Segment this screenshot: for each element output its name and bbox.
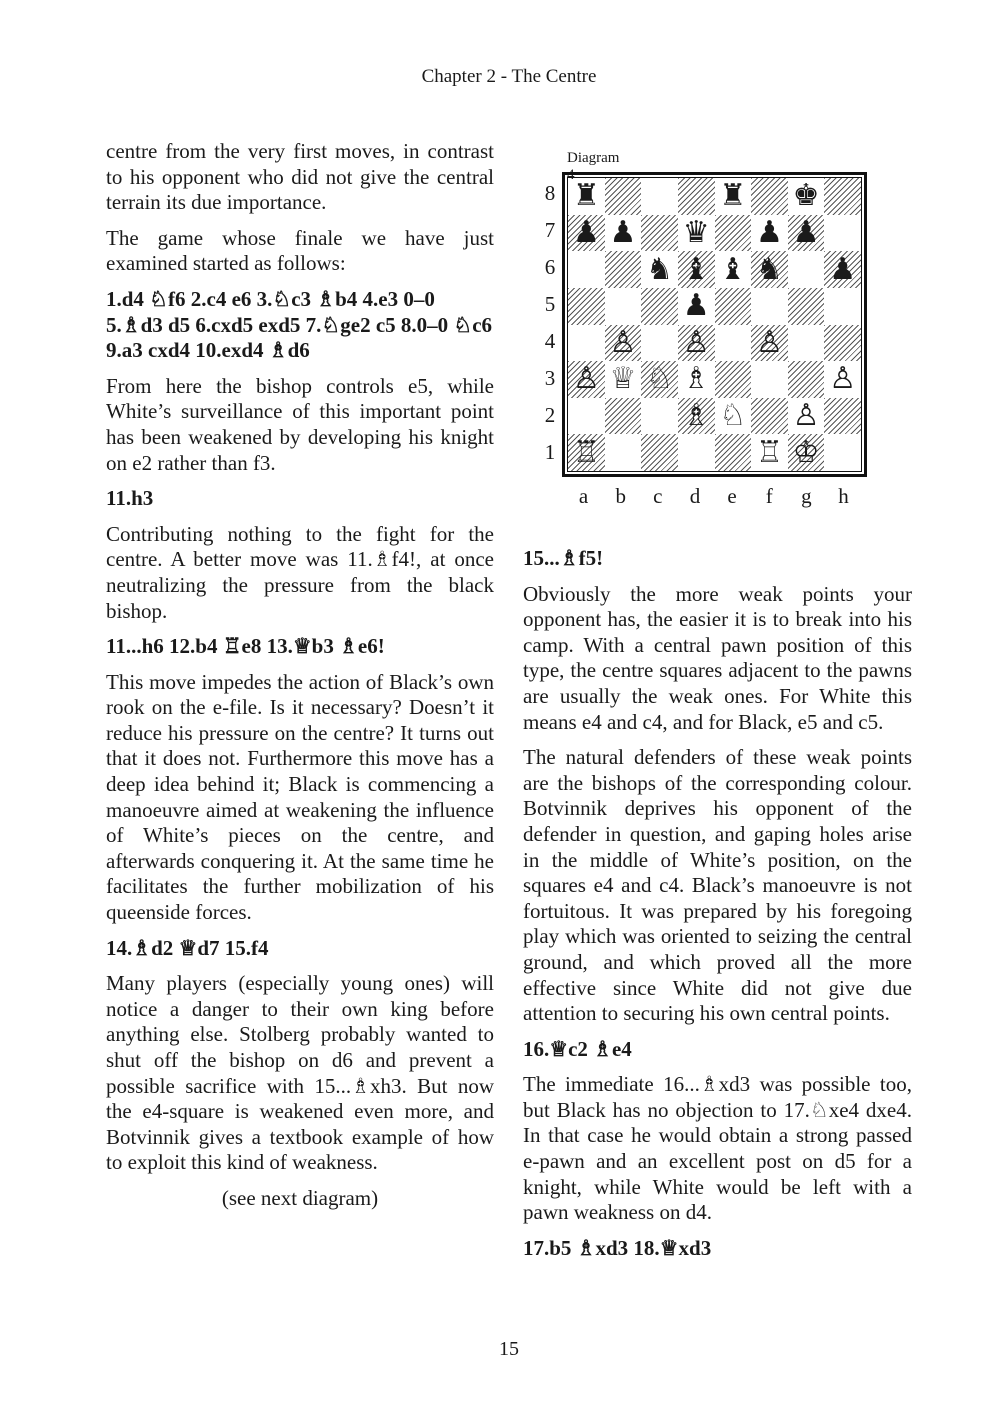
board-square-h7: [824, 215, 861, 252]
board-square-f6: [751, 251, 788, 288]
board-square-h4: [824, 325, 861, 362]
rank-label: 3: [544, 365, 556, 390]
board-square-c5: [641, 288, 678, 325]
chess-piece: ♖: [572, 434, 600, 470]
rank-label: 7: [544, 218, 556, 243]
board-square-b6: [605, 251, 642, 288]
move-heading: 17.b5 ♗xd3 18.♕xd3: [523, 1235, 712, 1260]
move-heading: 15...♗f5!: [523, 546, 604, 570]
board-square-c4: [641, 325, 678, 362]
board-square-e1: [715, 434, 752, 471]
paragraph: The natural defenders of these weak points are the bishops of the corresponding colour. Botvinnik deprives his opponent of the defender in question, and gaping holes arise in the middle of White’s position, on the squares e4 and c4. Black’s manoeuvre is not fortuitous. It was prepared by his foregoing play which was oriented to seizing the central ground, and which proved all the more effective since White did not give due attention to securing his own central points.: [523, 745, 912, 1026]
board-frame: [562, 172, 867, 477]
board-square-e8: [715, 178, 752, 215]
board-square-a1: [568, 434, 605, 471]
board-square-e6: [715, 251, 752, 288]
chess-piece: ♙: [682, 324, 710, 360]
chess-piece: ♖: [755, 434, 783, 470]
board-square-h1: [824, 434, 861, 471]
board-square-f3: [751, 361, 788, 398]
board-square-f7: [751, 215, 788, 252]
board-square-h3: [824, 361, 861, 398]
file-label: h: [838, 484, 849, 508]
chess-piece: ♟: [792, 214, 820, 250]
paragraph: From here the bishop controls e5, while White’s surveillance of this important point has been weakened by developing his knight on e2 rather than f3.: [106, 373, 494, 475]
rank-label: 5: [544, 292, 556, 317]
board-square-c1: [641, 434, 678, 471]
move-heading: 11.h3: [106, 486, 154, 511]
board-square-d4: [678, 325, 715, 362]
chess-piece: ♙: [792, 398, 820, 434]
chess-piece: ♞: [646, 251, 674, 287]
board-square-h2: [824, 398, 861, 435]
move-heading: 11...h6 12.b4 ♖e8 13.♕b3 ♗e6!: [106, 634, 385, 659]
chess-piece: ♘: [646, 361, 674, 397]
board-square-d3: [678, 361, 715, 398]
board-square-a2: [568, 398, 605, 435]
board-square-g4: [788, 325, 825, 362]
board-square-a3: [568, 361, 605, 398]
board-square-e5: [715, 288, 752, 325]
chess-piece: ♚: [792, 178, 820, 214]
board-square-b1: [605, 434, 642, 471]
chess-piece: ♔: [792, 434, 820, 470]
file-label: b: [615, 484, 626, 508]
board-square-a6: [568, 251, 605, 288]
board-square-g2: [788, 398, 825, 435]
paragraph: The game whose finale we have just examined started as follows:: [106, 225, 494, 276]
file-label: f: [765, 484, 773, 508]
board-square-e2: [715, 398, 752, 435]
board-square-g5: [788, 288, 825, 325]
running-header: Chapter 2 - The Centre: [421, 66, 597, 87]
board-square-a8: [568, 178, 605, 215]
board-square-b2: [605, 398, 642, 435]
diagram-label: Diagram 4: [567, 150, 620, 183]
board-square-b8: [605, 178, 642, 215]
file-label: a: [578, 484, 589, 508]
board-square-b4: [605, 325, 642, 362]
board-square-b3: [605, 361, 642, 398]
board-square-f4: [751, 325, 788, 362]
board-square-d6: [678, 251, 715, 288]
chess-piece: ♞: [755, 251, 783, 287]
chess-piece: ♟: [572, 214, 600, 250]
paragraph: (see next diagram): [221, 1185, 379, 1210]
chess-piece: ♟: [829, 251, 857, 287]
board-square-a7: [568, 215, 605, 252]
chess-piece: ♟: [755, 214, 783, 250]
chess-piece: ♜: [572, 178, 600, 214]
board-square-d5: [678, 288, 715, 325]
board-square-d1: [678, 434, 715, 471]
rank-label: 4: [544, 328, 556, 353]
board-square-g1: [788, 434, 825, 471]
paragraph: The immediate 16...♗xd3 was possible too, but Black has no objection to 17.♘xe4 dxe4. In that case he would obtain a strong passed e-pawn and an excellent post on d5 for a knight, while White would be left with a pawn weakness on d4.: [523, 1072, 912, 1225]
chess-piece: ♝: [682, 251, 710, 287]
rank-label: 6: [544, 255, 556, 280]
board-square-f1: [751, 434, 788, 471]
chess-piece: ♘: [719, 398, 747, 434]
move-heading: 16.♕c2 ♗e4: [523, 1036, 632, 1061]
board-square-h6: [824, 251, 861, 288]
paragraph: Contributing nothing to the fight for the centre. A better move was 11.♗f4!, at once neutralizing the pressure from the black bishop.: [106, 521, 494, 623]
board-square-g3: [788, 361, 825, 398]
chess-piece: ♙: [755, 324, 783, 360]
file-labels: [565, 484, 862, 509]
board-square-c7: [641, 215, 678, 252]
paragraph: Many players (especially young ones) will notice a danger to their own king before anything else. Stolberg probably wanted to shut off the bishop on d6 and prevent a possible sacrifice with 15...♗xh3. But now the e4-square is weakened even more, and Botvinnik gives a textbook example of how to exploit this kind of weakness.: [106, 971, 494, 1175]
board-square-c6: [641, 251, 678, 288]
board-square-b5: [605, 288, 642, 325]
rank-label: 2: [544, 402, 556, 427]
page-number: 15: [499, 1338, 519, 1360]
file-label: e: [727, 484, 737, 508]
chess-piece: ♜: [719, 178, 747, 214]
board-square-e3: [715, 361, 752, 398]
board-square-d8: [678, 178, 715, 215]
board-square-h5: [824, 288, 861, 325]
board-square-f2: [751, 398, 788, 435]
board-square-a5: [568, 288, 605, 325]
board-square-e4: [715, 325, 752, 362]
chess-piece: ♗: [682, 361, 710, 397]
chess-piece: ♕: [609, 361, 637, 397]
chess-piece: ♟: [609, 214, 637, 250]
chess-piece: ♙: [829, 361, 857, 397]
chess-board: [567, 177, 862, 472]
chess-piece: ♙: [572, 361, 600, 397]
board-square-g8: [788, 178, 825, 215]
board-square-f8: [751, 178, 788, 215]
board-square-c8: [641, 178, 678, 215]
board-square-g7: [788, 215, 825, 252]
board-square-d2: [678, 398, 715, 435]
board-square-c3: [641, 361, 678, 398]
paragraph: Obviously the more weak points your opponent has, the easier it is to break into his camp. With a central pawn position of this type, the centre squares adjacent to the pawns are usually the weak ones. For White this means e4 and c4, and for Black, e5 and c5.: [523, 581, 912, 734]
right-column: [523, 546, 912, 1271]
rank-label: 1: [544, 439, 556, 464]
board-square-c2: [641, 398, 678, 435]
left-column: [106, 139, 494, 1222]
file-label: d: [689, 484, 701, 508]
move-heading: 14.♗d2 ♕d7 15.f4: [106, 935, 269, 960]
paragraph: centre from the very first moves, in contrast to his opponent who did not give the central terrain its due importance.: [106, 139, 494, 215]
chess-piece: ♙: [609, 324, 637, 360]
board-square-b7: [605, 215, 642, 252]
board-square-f5: [751, 288, 788, 325]
move-heading: 1.d4 ♘f6 2.c4 e6 3.♘c3 ♗b4 4.e3 0–0 5.♗d3 d5 6.cxd5 exd5 7.♘ge2 c5 8.0–0 ♘c6 9.a3 cxd4 10.exd4 ♗d6: [106, 286, 493, 363]
chess-piece: ♛: [682, 214, 710, 250]
board-square-g6: [788, 251, 825, 288]
board-square-e7: [715, 215, 752, 252]
paragraph: This move impedes the action of Black’s own rook on the e-file. Is it necessary? Doesn’t it reduce his pressure on the centre? It turns out that it does not. Furthermore this move has a deep idea behind it; Black is commencing a manoeuvre aimed at weakening the influence of White’s pieces on the centre, and afterwards conquering it. At the same time he facilitates the further mobilization of his queenside forces.: [106, 669, 494, 925]
chess-piece: ♗: [682, 398, 710, 434]
board-square-h8: [824, 178, 861, 215]
board-square-d7: [678, 215, 715, 252]
chess-piece: ♝: [719, 251, 747, 287]
board-square-a4: [568, 325, 605, 362]
file-label: c: [653, 484, 663, 508]
rank-label: 8: [544, 181, 556, 206]
chess-piece: ♟: [682, 288, 710, 324]
file-label: g: [801, 484, 812, 508]
